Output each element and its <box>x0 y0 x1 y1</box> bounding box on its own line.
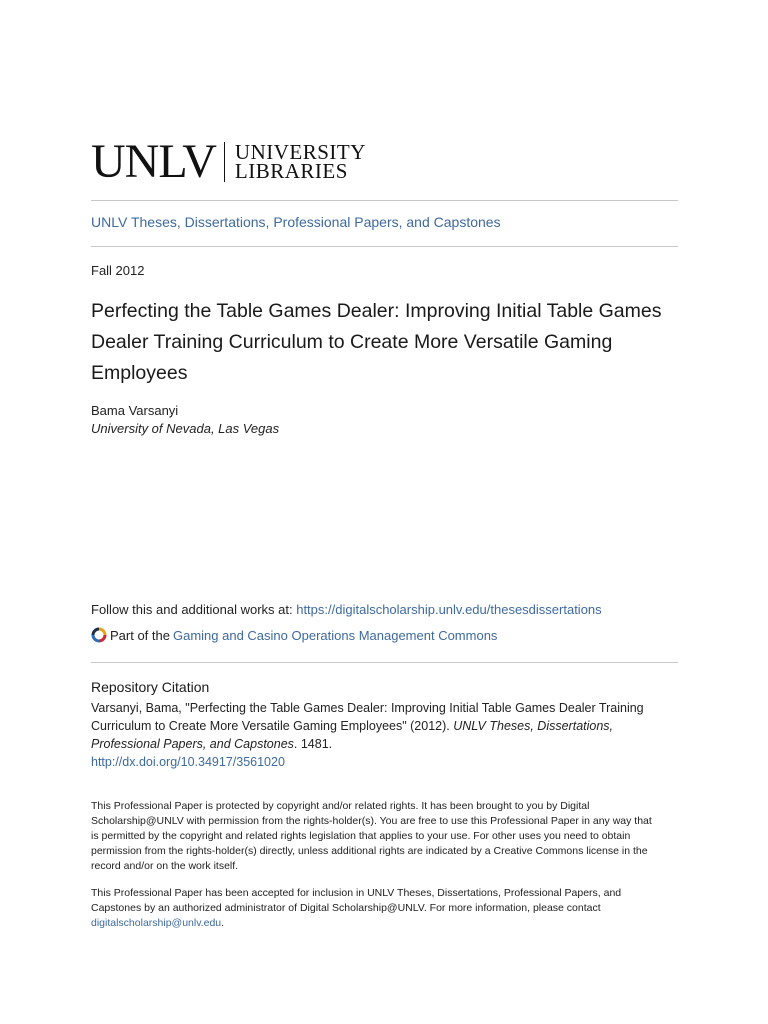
series-link[interactable]: UNLV Theses, Dissertations, Professional Papers, and Capstones <box>91 214 501 230</box>
logo-line-2: LIBRARIES <box>234 159 348 183</box>
follow-line <box>91 602 602 617</box>
acceptance-notice <box>91 886 656 931</box>
part-of-line <box>91 627 497 643</box>
commons-link[interactable]: Gaming and Casino Operations Management Commons <box>172 627 498 643</box>
divider-top <box>91 200 678 201</box>
logo-line-1: UNIVERSITY <box>234 140 366 164</box>
part-of-prefix: Part of the <box>110 627 170 643</box>
contact-suffix: . <box>221 917 225 929</box>
citation-series-italic: UNLV Theses, Dissertations, Professional Papers, and Capstones <box>91 719 614 751</box>
paper-title: Perfecting the Table Games Dealer: Improving Initial Table Games Dealer Training Curriculum to Create More Versatile Gaming Employees <box>91 300 662 384</box>
acceptance-text: This Professional Paper has been accepted for inclusion in UNLV Theses, Dissertations, Professional Papers, and Capstones by an authorized administrator of Digital Scholarship@UNLV. For more information, please contact <box>91 887 622 914</box>
publication-date: Fall 2012 <box>91 263 145 278</box>
citation-text: Varsanyi, Bama, "Perfecting the Table Games Dealer: Improving Initial Table Games Dealer Training Curriculum to Create More Versatile Gaming Employees" (2012). <box>91 701 644 733</box>
divider-above-citation <box>91 662 678 663</box>
logo-unlv-wordmark: UNLV <box>91 135 216 188</box>
rights-notice: This Professional Paper is protected by copyright and/or related rights. It has been brought to you by Digital Scholarship@UNLV with permission from the rights-holder(s). You are free to use this Professional Paper in any way that is permitted by the copyright and related rights legislation that applies to your use. For other uses you need to obtain permission from the rights-holder(s) directly, unless additional rights are indicated by a Creative Commons license in the record and/or on the work itself. <box>91 800 652 872</box>
author-affiliation: University of Nevada, Las Vegas <box>91 421 280 436</box>
logo-divider <box>224 142 225 182</box>
citation-number: . 1481. <box>293 737 333 751</box>
author-name: Bama Varsanyi <box>91 403 179 418</box>
doi-link[interactable]: http://dx.doi.org/10.34917/3561020 <box>91 755 285 769</box>
unlv-libraries-logo <box>91 135 366 188</box>
citation-body <box>91 699 651 771</box>
logo-university-libraries <box>234 140 366 183</box>
citation-heading: Repository Citation <box>91 679 210 695</box>
contact-email-link[interactable]: digitalscholarship@unlv.edu <box>91 917 222 929</box>
follow-prefix: Follow this and additional works at: <box>91 602 297 617</box>
divider-under-series <box>91 246 678 247</box>
follow-url-link[interactable]: https://digitalscholarship.unlv.edu/thesesdissertations <box>296 602 602 617</box>
commons-icon <box>91 627 107 643</box>
